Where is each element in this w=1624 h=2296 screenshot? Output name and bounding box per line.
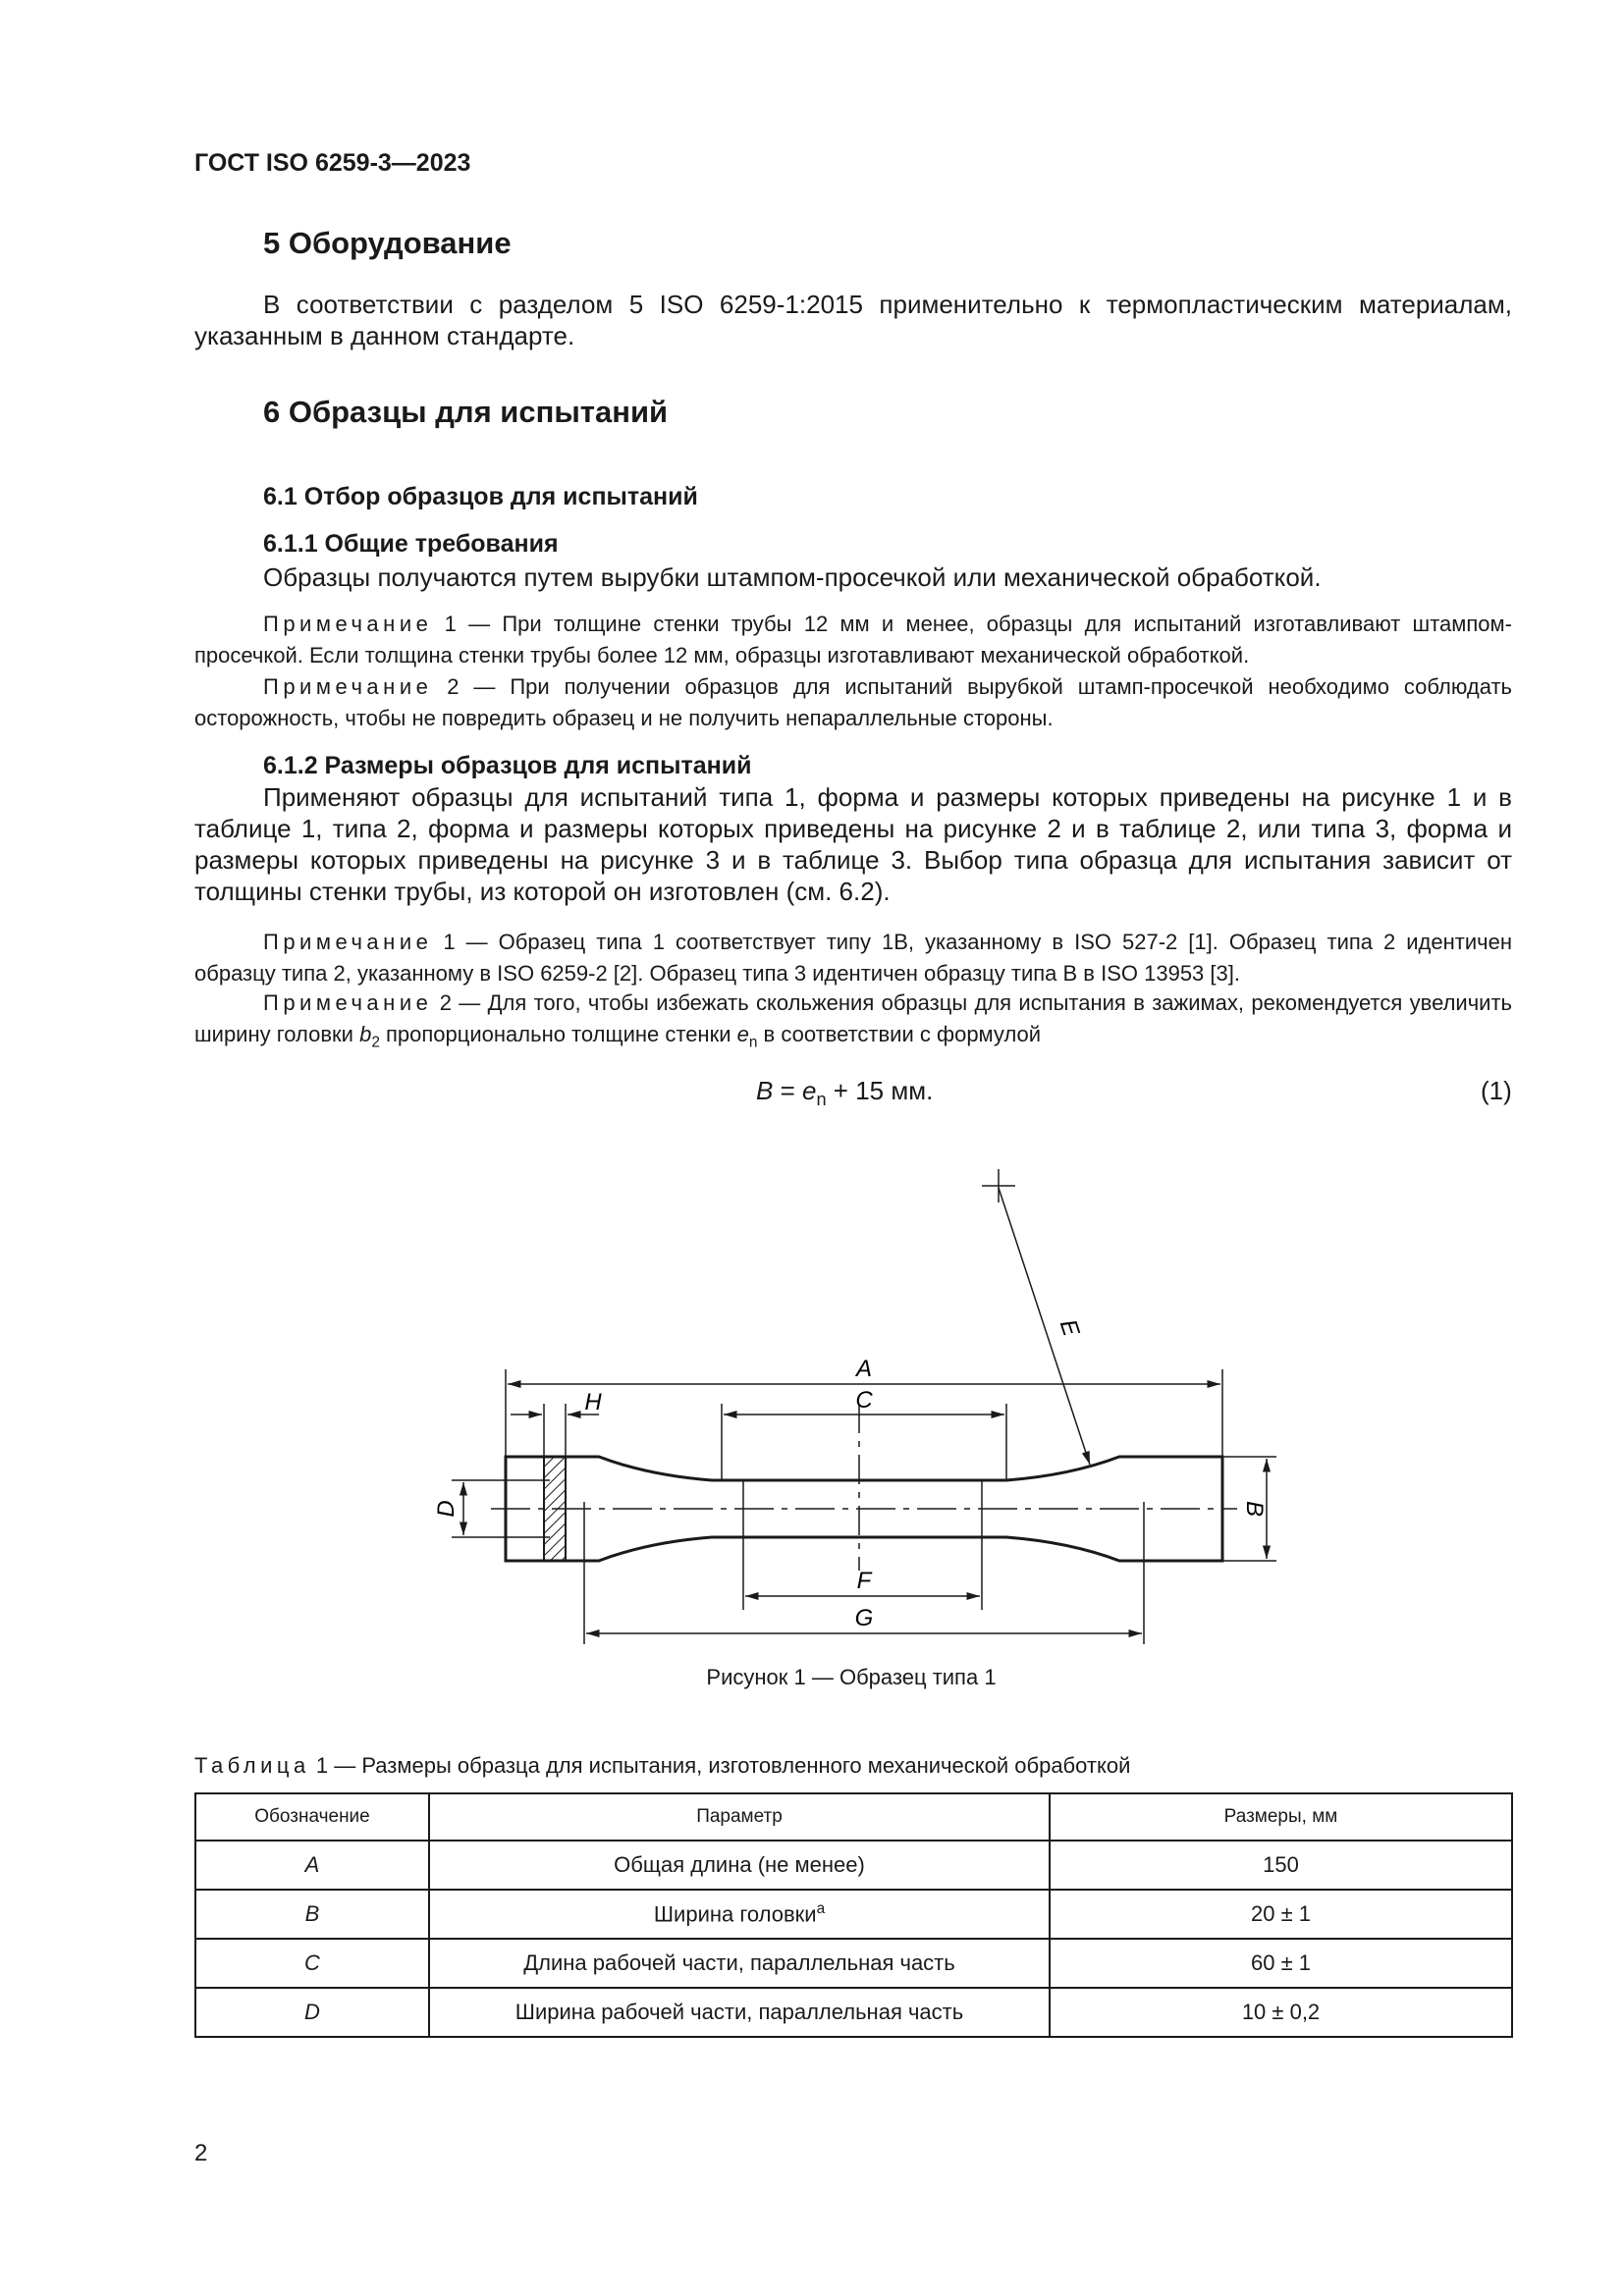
var-b: b [359,1022,372,1046]
dim-d-label: D [433,1500,460,1518]
section-6-1-2-text: Применяют образцы для испытаний типа 1, форма и размеры которых приведены на рисунке 1 и в таблице 1, типа 2, форма и размеры которых приведены на рисунке 2 и в таблице 2, или типа 3, форма и размеры которых приведены на рисунке 3 и в таблице 3. Выбор типа образца для испытания зависит от толщины стенки трубы, из которой он изготовлен (см. 6.2). [194,782,1512,906]
dim-c-label: C [855,1387,873,1414]
cell-value: 20 ± 1 [1050,1890,1512,1939]
note-label: Примечание [263,612,433,636]
formula-rest: + 15 мм. [826,1076,934,1105]
section-6-title: 6 Образцы для испытаний [263,395,669,429]
cell-param [429,1890,1050,1939]
table-caption-text: 1 — Размеры образца для испытания, изготовленного механической обработкой [309,1753,1131,1778]
cell-symbol [195,1939,429,1988]
document-header: ГОСТ ISO 6259-3—2023 [194,149,471,177]
param-text: Ширина головки [653,1901,817,1927]
page-number: 2 [194,2140,208,2166]
table-row [195,1890,1512,1939]
symbol-text: B [304,1901,320,1926]
formula-lhs: B [756,1076,774,1105]
table-row [195,1988,1512,2037]
note-text: пропорционально толщине стенки [379,1022,737,1046]
note-text: 2 — При получении образцов для испытаний вырубкой штамп-просечкой необходимо соблюдать осторожность, чтобы не повредить образец и не получить непараллельные стороны. [194,674,1512,730]
footnote-mark: a [816,1900,826,1918]
header-parameter: Параметр [429,1793,1050,1841]
note-text: 1 — При толщине стенки трубы 12 мм и менее, образцы для испытаний изготавливают штампом-просечкой. Если толщина стенки трубы более 12 мм, образцы изготавливают механической обработкой. [194,612,1512,667]
cell-value: 10 ± 0,2 [1050,1988,1512,2037]
section-6-1-1-text: Образцы получаются путем вырубки штампом-просечкой или механической обработкой. [263,562,1322,592]
note-label: Примечание [263,990,433,1015]
formula-var: e [801,1076,817,1105]
var-e: e [736,1022,749,1046]
section-5-text: В соответствии с разделом 5 ISO 6259-1:2015 применительно к термопластическим материалам, указанным в данном стандарте. [194,290,1512,350]
note-label: Примечание [263,674,433,699]
dimensions-table [194,1792,1513,2038]
radius-e-label: E [1054,1315,1085,1340]
formula-sub: n [816,1090,827,1110]
var-e-sub: n [748,1034,758,1051]
section-5-title: 5 Оборудование [263,226,512,260]
cell-symbol [195,1841,429,1890]
table-row [195,1939,1512,1988]
note-text: в соответствии с формулой [757,1022,1042,1046]
cell-symbol [195,1890,429,1939]
cell-param: Длина рабочей части, параллельная часть [429,1939,1050,1988]
section-6-1-1-title: 6.1.1 Общие требования [263,530,559,558]
table-header-row [195,1793,1512,1841]
header-size: Размеры, мм [1050,1793,1512,1841]
formula-number: (1) [1481,1076,1512,1105]
var-b-sub: 2 [371,1034,380,1051]
cell-value: 60 ± 1 [1050,1939,1512,1988]
section-6-1-2-title: 6.1.2 Размеры образцов для испытаний [263,752,752,779]
symbol-text: A [304,1852,320,1877]
note-text: 1 — Образец типа 1 соответствует типу 1B, указанному в ISO 527-2 [1]. Образец типа 2 идентичен образцу типа 2, указанному в ISO 6259-2 [2]. Образец типа 3 идентичен образцу типа B в ISO 13953 [3]. [194,930,1512,986]
table-caption-label: Таблица [194,1753,310,1778]
formula-eq: = [773,1076,802,1105]
cell-param: Общая длина (не менее) [429,1841,1050,1890]
note-text: 2 — Для того, чтобы избежать скольжения образцы для испытания в зажимах, рекомендуется увеличить ширину головки [194,990,1512,1046]
figure-caption: Рисунок 1 — Образец типа 1 [706,1665,997,1689]
note-label: Примечание [263,930,433,954]
dim-b-label: B [1241,1500,1268,1518]
symbol-text: D [304,2000,320,2024]
dim-a-label: A [855,1356,873,1382]
dim-g-label: G [854,1605,874,1631]
symbol-text: C [304,1950,320,1975]
cell-value: 150 [1050,1841,1512,1890]
table-caption [194,1753,1130,1779]
cell-param: Ширина рабочей части, параллельная часть [429,1988,1050,2037]
section-6-1-title: 6.1 Отбор образцов для испытаний [263,483,698,510]
dim-h-label: H [584,1389,602,1415]
dim-f-label: F [856,1568,872,1594]
table-row [195,1841,1512,1890]
header-symbol: Обозначение [195,1793,429,1841]
cell-symbol [195,1988,429,2037]
